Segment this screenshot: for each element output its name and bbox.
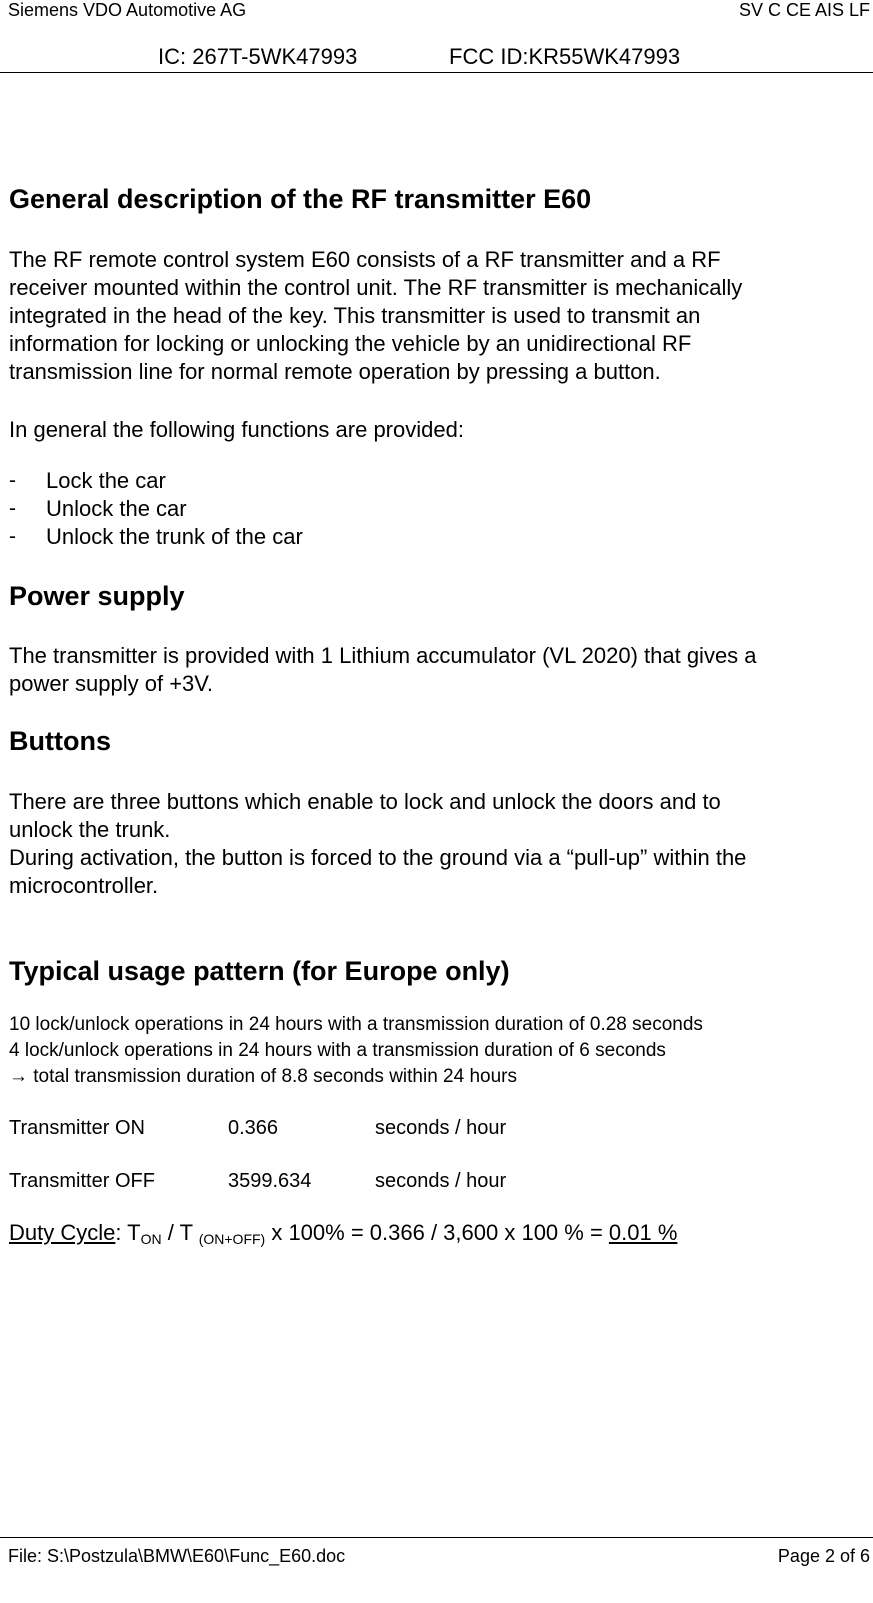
function-item: Unlock the trunk of the car	[46, 524, 303, 549]
transmitter-off-unit: seconds / hour	[375, 1170, 507, 1192]
usage-line: → total transmission duration of 8.8 seconds within 24 hours	[9, 1066, 517, 1087]
transmitter-off-label: Transmitter OFF	[9, 1170, 155, 1192]
functions-intro: In general the following functions are provided:	[9, 417, 464, 442]
general-paragraph	[9, 246, 869, 386]
paragraph-line: unlock the trunk.	[9, 817, 171, 842]
section-title-usage: Typical usage pattern (for Europe only)	[9, 956, 510, 986]
company-name: Siemens VDO Automotive AG	[8, 0, 247, 20]
section-title-buttons: Buttons	[9, 726, 111, 756]
duty-cycle-label: Duty Cycle	[9, 1220, 116, 1245]
usage-line: 10 lock/unlock operations in 24 hours with a transmission duration of 0.28 seconds	[9, 1014, 703, 1035]
transmitter-on-unit: seconds / hour	[375, 1117, 507, 1139]
function-item: Unlock the car	[46, 496, 187, 521]
paragraph-line: microcontroller.	[9, 873, 159, 898]
paragraph-line: The RF remote control system E60 consists of a RF transmitter and a RF	[9, 247, 721, 272]
bullet-marker: -	[9, 497, 16, 520]
sub-on: ON	[140, 1231, 162, 1247]
duty-formula: x 100% = 0.366 / 3,600 x 100 % =	[265, 1220, 609, 1245]
paragraph-line: receiver mounted within the control unit. The RF transmitter is mechanically	[9, 275, 743, 300]
footer-rule	[0, 1537, 873, 1538]
paragraph-line: information for locking or unlocking the vehicle by an unidirectional RF	[9, 331, 692, 356]
fcc-id: FCC ID:KR55WK47993	[449, 44, 681, 69]
bullet-marker: -	[9, 469, 16, 492]
transmitter-on-label: Transmitter ON	[9, 1117, 145, 1139]
ic-number: IC: 267T-5WK47993	[158, 44, 358, 69]
bullet-marker: -	[9, 525, 16, 548]
section-title-power: Power supply	[9, 581, 185, 611]
department-code: SV C CE AIS LF	[738, 0, 870, 20]
paragraph-line: transmission line for normal remote operation by pressing a button.	[9, 359, 661, 384]
paragraph-line: The transmitter is provided with 1 Lithium accumulator (VL 2020) that gives a	[9, 643, 757, 668]
header-rule	[0, 72, 873, 73]
duty-cycle-formula	[9, 1220, 677, 1247]
paragraph-line: power supply of +3V.	[9, 671, 214, 696]
transmitter-on-value: 0.366	[228, 1117, 279, 1139]
sub-on-off: (ON+OFF)	[198, 1231, 266, 1247]
section-title-general: General description of the RF transmitter E60	[9, 184, 592, 214]
page-number: Page 2 of 6	[777, 1546, 870, 1566]
duty-slash: / T	[161, 1220, 199, 1245]
duty-colon: : T	[115, 1220, 141, 1245]
usage-line: 4 lock/unlock operations in 24 hours with a transmission duration of 6 seconds	[9, 1040, 666, 1061]
duty-result: 0.01 %	[608, 1220, 678, 1245]
function-item: Lock the car	[46, 468, 166, 493]
paragraph-line: There are three buttons which enable to lock and unlock the doors and to	[9, 789, 721, 814]
power-paragraph	[9, 642, 869, 698]
usage-lines	[9, 1012, 703, 1090]
file-path: File: S:\Postzula\BMW\E60\Func_E60.doc	[8, 1546, 346, 1566]
paragraph-line: During activation, the button is forced to the ground via a “pull-up” within the	[9, 845, 747, 870]
transmitter-off-value: 3599.634	[228, 1170, 312, 1192]
paragraph-line: integrated in the head of the key. This transmitter is used to transmit an	[9, 303, 701, 328]
buttons-paragraph	[9, 788, 869, 900]
